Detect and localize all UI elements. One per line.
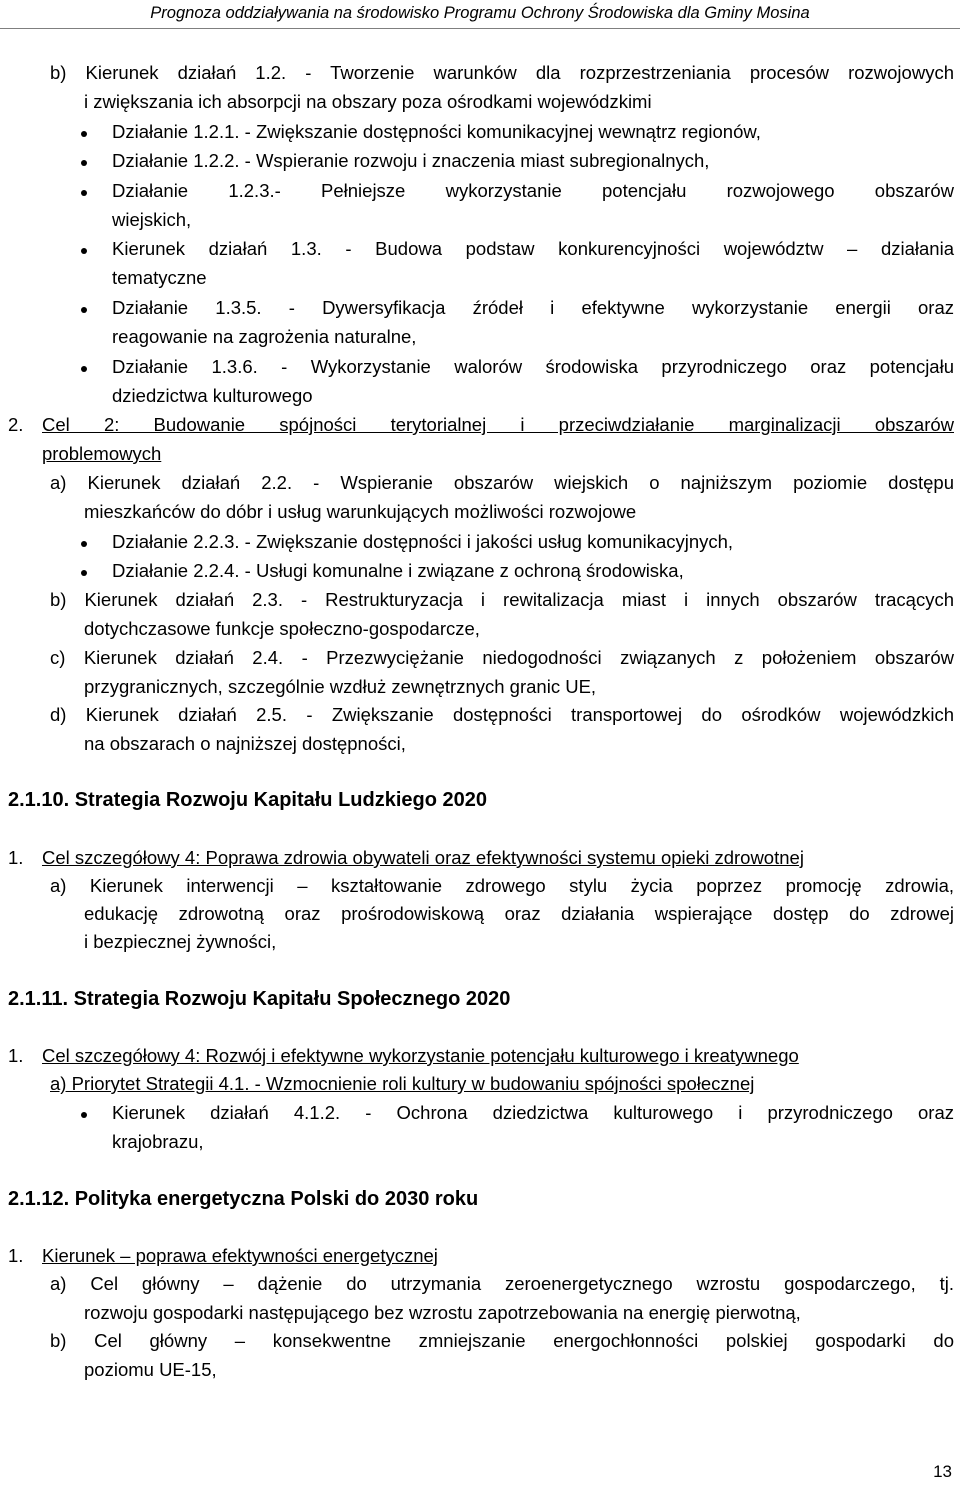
list-item: Działanie 1.2.3.- Pełniejsze wykorzystanie potencjału rozwojowego obszarów [112,180,954,201]
list-item: Działanie 1.3.6. - Wykorzystanie walorów środowiska przyrodniczego oraz potencjału [112,356,954,377]
text-line: a) Kierunek działań 2.2. - Wspieranie obszarów wiejskich o najniższym poziomie dostępu [50,472,954,493]
bullet-icon [81,1112,87,1118]
list-number: 1. [8,847,24,868]
list-item: Działanie 1.2.2. - Wspieranie rozwoju i znaczenia miast subregionalnych, [112,150,710,171]
text-line: przygranicznych, szczególnie wzdłuż zewnętrznych granic UE, [84,676,597,697]
bullet-icon [81,190,87,196]
list-item: Działanie 2.2.4. - Usługi komunalne i związane z ochroną środowiska, [112,560,684,581]
priority-line: a) Priorytet Strategii 4.1. - Wzmocnienie roli kultury w budowaniu spójności społecznej [50,1073,755,1094]
bullet-icon [81,307,87,313]
text-line: b) Kierunek działań 1.2. - Tworzenie warunków dla rozprzestrzeniania procesów rozwojowych [50,62,954,83]
goal-heading: Cel szczegółowy 4: Poprawa zdrowia obywateli oraz efektywności systemu opieki zdrowotnej [42,847,804,868]
text-line: na obszarach o najniższej dostępności, [84,733,406,754]
text-line: poziomu UE-15, [84,1359,217,1380]
goal-heading: Cel 2: Budowanie spójności terytorialnej i przeciwdziałanie marginalizacji obszarów [42,414,954,435]
text-line: d) Kierunek działań 2.5. - Zwiększanie dostępności transportowej do ośrodków wojewódzkich [50,704,954,725]
goal-heading: Cel szczegółowy 4: Rozwój i efektywne wykorzystanie potencjału kulturowego i kreatywnego [42,1045,799,1066]
text-line: krajobrazu, [112,1131,204,1152]
text-line: i bezpiecznej żywności, [84,931,277,952]
section-heading: 2.1.10. Strategia Rozwoju Kapitału Ludzkiego 2020 [8,789,488,811]
page-number: 13 [933,1462,952,1481]
text-line: reagowanie na zagrożenia naturalne, [112,326,417,347]
text-line: b) Kierunek działań 2.3. - Restrukturyzacja i rewitalizacja miast i innych obszarów tracących [50,589,954,610]
text-line: dziedzictwa kulturowego [112,385,313,406]
text-line: rozwoju gospodarki następującego bez wzrostu zapotrzebowania na energię pierwotną, [84,1302,801,1323]
list-item: Działanie 1.2.1. - Zwiększanie dostępności komunikacyjnej wewnątrz regionów, [112,121,761,142]
list-number: 1. [8,1245,24,1266]
text-line: mieszkańców do dóbr i usług warunkujących możliwości rozwojowe [84,501,637,522]
list-item: Działanie 2.2.3. - Zwiększanie dostępności i jakości usług komunikacyjnych, [112,531,734,552]
bullet-icon [81,366,87,372]
text-line: a) Kierunek interwencji – kształtowanie zdrowego stylu życia poprzez promocję zdrowia, [50,875,954,896]
text-line: i zwiększania ich absorpcji na obszary poza ośrodkami wojewódzkimi [84,91,652,112]
bullet-icon [81,160,87,166]
section-heading: 2.1.12. Polityka energetyczna Polski do 2030 roku [8,1188,479,1210]
list-item: Działanie 1.3.5. - Dywersyfikacja źródeł i efektywne wykorzystanie energii oraz [112,297,954,318]
text-line: tematyczne [112,267,207,288]
page-header: Prognoza oddziaływania na środowisko Programu Ochrony Środowiska dla Gminy Mosina [0,0,960,29]
section-heading: 2.1.11. Strategia Rozwoju Kapitału Społecznego 2020 [8,988,511,1010]
list-number: 1. [8,1045,24,1066]
list-number: 2. [8,414,24,435]
text-line: dotychczasowe funkcje społeczno-gospodarcze, [84,618,480,639]
text-line: edukację zdrowotną oraz prośrodowiskową oraz działania wspierające dostęp do zdrowej [84,903,954,924]
list-item: Kierunek działań 1.3. - Budowa podstaw konkurencyjności województw – działania [112,238,954,259]
text-line: wiejskich, [112,209,192,230]
text-line: c) Kierunek działań 2.4. - Przezwyciężanie niedogodności związanych z położeniem obszarów [50,647,954,668]
list-item: Kierunek działań 4.1.2. - Ochrona dziedzictwa kulturowego i przyrodniczego oraz [112,1102,954,1123]
bullet-icon [81,248,87,254]
goal-heading: Kierunek – poprawa efektywności energetycznej [42,1245,438,1266]
text-line: a) Cel główny – dążenie do utrzymania zeroenergetycznego wzrostu gospodarczego, tj. [50,1273,954,1294]
goal-heading-cont: problemowych [42,443,162,464]
bullet-icon [81,131,87,137]
bullet-icon [81,541,87,547]
bullet-icon [81,570,87,576]
text-line: b) Cel główny – konsekwentne zmniejszanie energochłonności polskiej gospodarki do [50,1330,954,1351]
